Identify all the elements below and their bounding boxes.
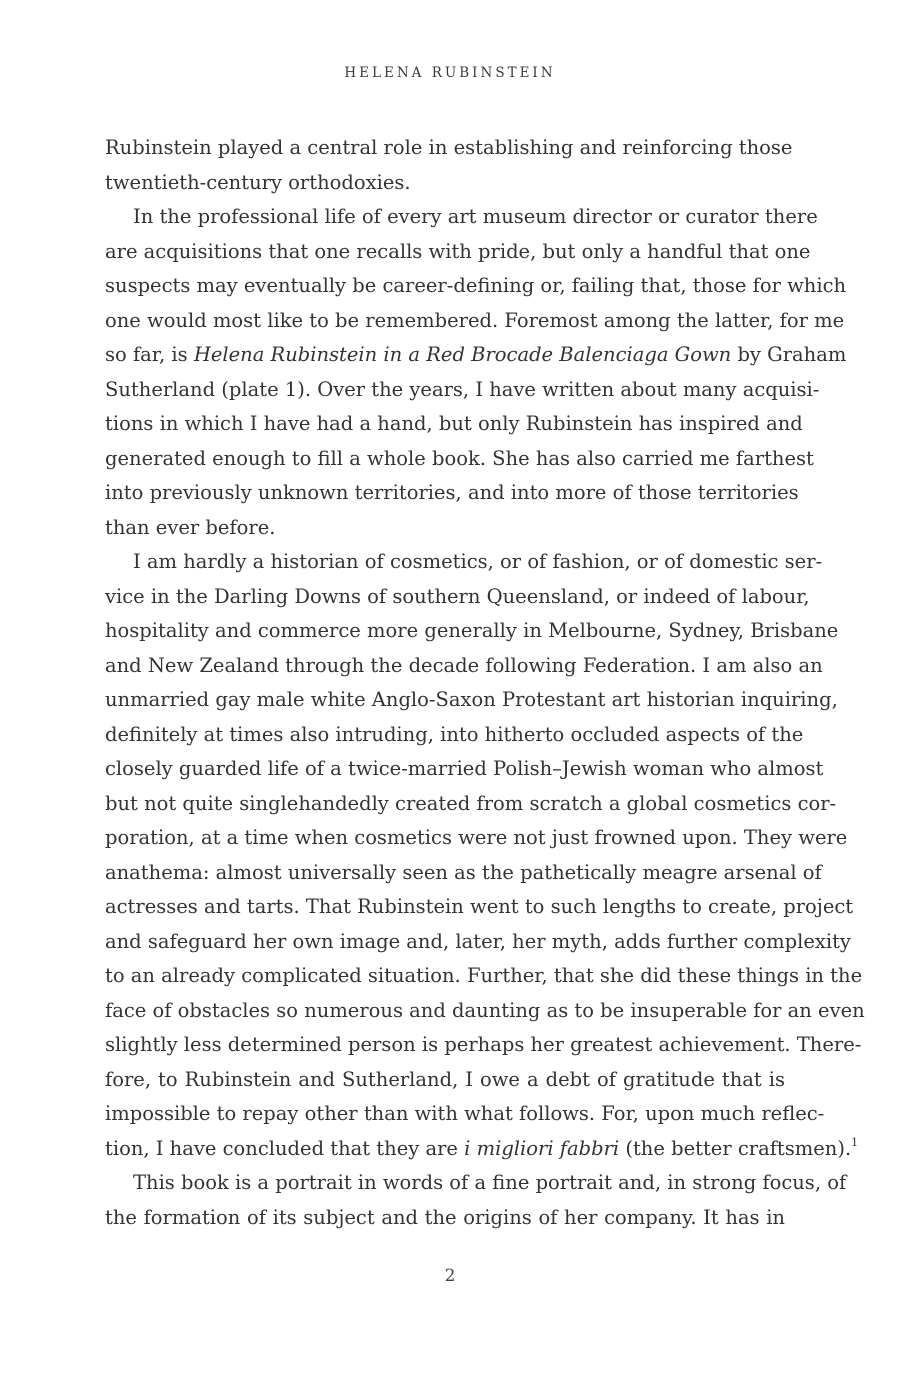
text-line (105, 338, 847, 373)
footnote-marker: 1 (851, 1135, 859, 1149)
text-line: the formation of its subject and the origins of her company. It has in (105, 1205, 785, 1229)
text-line: anathema: almost universally seen as the pathetically meagre arsenal of (105, 860, 822, 884)
text-line: definitely at times also intruding, into hitherto occluded aspects of the (105, 722, 804, 746)
text-line: one would most like to be remembered. Foremost among the latter, for me (105, 308, 845, 332)
text-line: slightly less determined person is perhaps her greatest achievement. There- (105, 1033, 862, 1056)
text-line: poration, at a time when cosmetics were not just frowned upon. They were (105, 826, 848, 849)
text-line: Sutherland (plate 1). Over the years, I have written about many acquisi- (105, 377, 820, 401)
text-line: tions in which I have had a hand, but only Rubinstein has inspired and (105, 412, 803, 435)
running-head: HELENA RUBINSTEIN (344, 65, 556, 81)
text-line: I am hardly a historian of cosmetics, or of fashion, or of domestic ser- (133, 550, 823, 573)
text-line: and safeguard her own image and, later, her myth, adds further complexity (105, 929, 851, 953)
text-line: In the professional life of every art museum director or curator there (133, 205, 818, 228)
text-line: face of obstacles so numerous and daunting as to be insuperable for an even (105, 998, 865, 1022)
text-line: impossible to repay other than with what follows. For, upon much reflec- (105, 1102, 825, 1125)
text-line: fore, to Rubinstein and Sutherland, I owe a debt of gratitude that is (105, 1067, 785, 1091)
text-line: and New Zealand through the decade following Federation. I am also an (105, 653, 823, 677)
text-line: twentieth-century orthodoxies. (105, 170, 411, 194)
text-line: hospitality and commerce more generally in Melbourne, Sydney, Brisbane (105, 619, 839, 642)
text-line: into previously unknown territories, and into more of those territories (105, 481, 799, 504)
text-line: vice in the Darling Downs of southern Queensland, or indeed of labour, (105, 584, 810, 608)
text-line: suspects may eventually be career-defining or, failing that, those for which (105, 274, 847, 297)
text-line: to an already complicated situation. Further, that she did these things in the (105, 964, 863, 987)
text-line: This book is a portrait in words of a fine portrait and, in strong focus, of (133, 1171, 847, 1194)
italic-title: i migliori fabbri (464, 1136, 620, 1160)
text-line (105, 1132, 859, 1167)
text-line: than ever before. (105, 515, 276, 539)
text-run: (the better craftsmen). (619, 1136, 852, 1160)
text-run: so far, is (105, 343, 194, 366)
text-line: closely guarded life of a twice-married Polish–Jewish woman who almost (105, 757, 824, 780)
text-line: are acquisitions that one recalls with pride, but only a handful that one (105, 239, 811, 263)
italic-title: Helena Rubinstein in a Red Brocade Balenciaga Gown (193, 343, 732, 366)
text-run: tion, I have concluded that they are (105, 1136, 465, 1160)
text-line: unmarried gay male white Anglo-Saxon Protestant art historian inquiring, (105, 688, 838, 711)
text-run: by Graham (731, 343, 847, 366)
page-number: 2 (444, 1266, 456, 1286)
body-text (105, 131, 865, 1235)
text-line: generated enough to fill a whole book. She has also carried me farthest (105, 446, 814, 470)
text-line: actresses and tarts. That Rubinstein went to such lengths to create, project (105, 895, 854, 918)
text-line: Rubinstein played a central role in establishing and reinforcing those (105, 136, 793, 159)
text-line: but not quite singlehandedly created from scratch a global cosmetics cor- (105, 791, 837, 815)
